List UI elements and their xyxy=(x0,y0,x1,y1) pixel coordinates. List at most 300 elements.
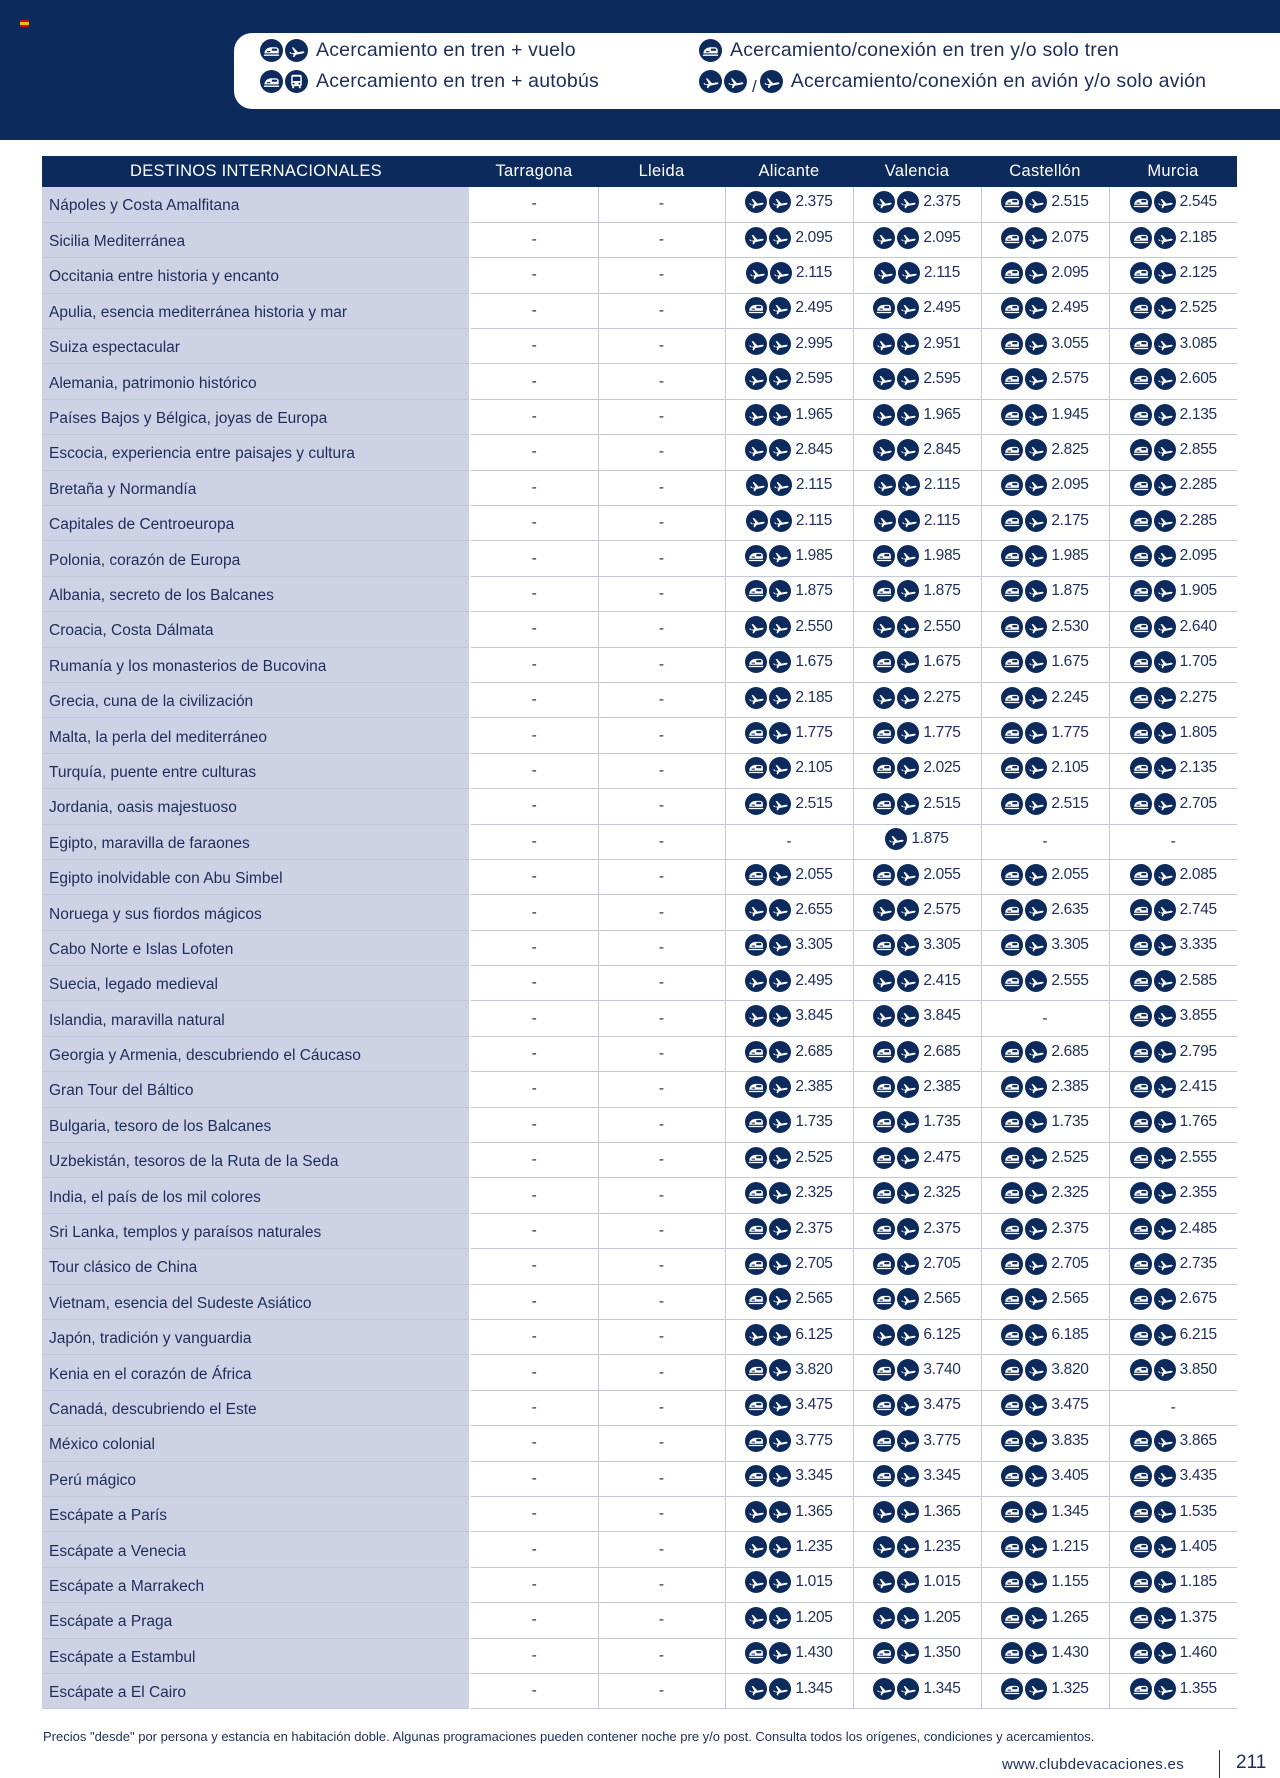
price-with-transport-icons xyxy=(874,474,960,496)
price-cell-tarragona: - xyxy=(470,718,598,753)
price-value: 2.515 xyxy=(1051,192,1089,210)
price-cell-lleida: - xyxy=(598,1426,725,1461)
price-cell-valencia xyxy=(853,1496,981,1531)
price-with-transport-icons xyxy=(745,1147,832,1169)
plane-icon xyxy=(769,404,791,426)
price-with-transport-icons xyxy=(873,333,960,355)
plane-icon xyxy=(1025,722,1047,744)
price-with-transport-icons xyxy=(1130,297,1217,319)
price-value: 2.705 xyxy=(1051,1254,1089,1272)
plane-icon xyxy=(745,1501,767,1523)
plane-icon xyxy=(769,1324,791,1346)
price-value: 1.185 xyxy=(1179,1573,1217,1591)
price-with-transport-icons xyxy=(1130,1465,1217,1487)
price-with-transport-icons xyxy=(746,262,832,284)
price-value: 1.015 xyxy=(923,1573,961,1591)
price-value: 2.995 xyxy=(795,334,833,352)
price-with-transport-icons xyxy=(874,510,960,532)
plane-icon xyxy=(769,439,791,461)
price-value: 2.095 xyxy=(1051,263,1089,281)
price-value: 1.365 xyxy=(923,1502,961,1520)
train-icon xyxy=(1001,757,1023,779)
price-cell-lleida: - xyxy=(598,435,725,470)
plane-icon xyxy=(897,545,919,567)
price-cell-alicante xyxy=(725,435,853,470)
price-with-transport-icons xyxy=(873,368,960,390)
price-cell-murcia xyxy=(1109,1461,1237,1496)
price-value: 2.705 xyxy=(795,1254,833,1272)
plane-icon xyxy=(1154,899,1176,921)
plane-icon xyxy=(897,1288,919,1310)
train-icon xyxy=(1130,191,1152,213)
price-value: 1.430 xyxy=(795,1644,833,1662)
price-value: 1.965 xyxy=(923,405,961,423)
price-cell-alicante xyxy=(725,399,853,434)
plane-icon xyxy=(897,1678,919,1700)
price-cell-alicante xyxy=(725,1426,853,1461)
price-cell-castellon: - xyxy=(981,1001,1109,1036)
price-with-transport-icons xyxy=(873,1288,960,1310)
plane-icon xyxy=(769,687,791,709)
price-cell-castellon xyxy=(981,258,1109,293)
price-cell-castellon xyxy=(981,859,1109,894)
price-with-transport-icons xyxy=(1130,899,1217,921)
price-value: 3.850 xyxy=(1179,1361,1217,1379)
price-cell-castellon xyxy=(981,576,1109,611)
plane-icon xyxy=(873,191,895,213)
price-cell-murcia xyxy=(1109,258,1237,293)
price-with-transport-icons xyxy=(1130,404,1217,426)
price-with-transport-icons xyxy=(745,1324,832,1346)
price-value: 2.055 xyxy=(1051,865,1089,883)
price-cell-lleida: - xyxy=(598,364,725,399)
plane-icon xyxy=(1025,1041,1047,1063)
price-value: 1.375 xyxy=(1179,1608,1217,1626)
destination-name: Países Bajos y Bélgica, joyas de Europa xyxy=(42,399,470,434)
plane-icon xyxy=(746,510,768,532)
table-row xyxy=(42,1638,1237,1673)
train-icon xyxy=(1001,793,1023,815)
footer-url[interactable]: www.clubdevacaciones.es xyxy=(1002,1756,1184,1773)
legend-item-train-only xyxy=(699,39,1119,62)
price-value: 2.685 xyxy=(795,1042,833,1060)
train-icon xyxy=(1001,1288,1023,1310)
table-row xyxy=(42,222,1237,257)
price-value: 2.115 xyxy=(923,263,961,281)
plane-icon xyxy=(897,1536,919,1558)
destination-name: Sri Lanka, templos y paraísos naturales xyxy=(42,1213,470,1248)
price-value: 2.125 xyxy=(1179,263,1217,281)
price-cell-alicante xyxy=(725,859,853,894)
price-value: 2.245 xyxy=(1051,688,1089,706)
table-row xyxy=(42,1001,1237,1036)
price-value: 2.275 xyxy=(923,688,961,706)
price-value: 3.835 xyxy=(1051,1431,1089,1449)
price-value: 2.595 xyxy=(923,370,961,388)
plane-icon xyxy=(1154,191,1176,213)
price-with-transport-icons xyxy=(1130,545,1217,567)
plane-icon xyxy=(1154,1253,1176,1275)
price-cell-castellon xyxy=(981,1355,1109,1390)
plane-icon xyxy=(1025,970,1047,992)
price-value: 2.705 xyxy=(923,1254,961,1272)
plane-icon xyxy=(745,970,767,992)
train-icon xyxy=(873,297,895,319)
price-with-transport-icons xyxy=(745,651,832,673)
price-value: 2.735 xyxy=(1179,1254,1217,1272)
price-cell-murcia: - xyxy=(1109,824,1237,859)
plane-icon xyxy=(897,651,919,673)
plane-icon xyxy=(769,1536,791,1558)
table-row xyxy=(42,966,1237,1001)
plane-icon xyxy=(1025,1359,1047,1381)
plane-icon xyxy=(1025,1111,1047,1133)
plane-icon xyxy=(897,1041,919,1063)
destination-name: Bulgaria, tesoro de los Balcanes xyxy=(42,1107,470,1142)
price-with-transport-icons xyxy=(873,227,960,249)
price-with-transport-icons xyxy=(873,1536,960,1558)
price-cell-murcia xyxy=(1109,1355,1237,1390)
price-cell-valencia xyxy=(853,1001,981,1036)
table-row xyxy=(42,753,1237,788)
plane-icon xyxy=(769,1430,791,1452)
price-value: 2.375 xyxy=(795,192,833,210)
plane-icon xyxy=(724,70,747,93)
price-with-transport-icons xyxy=(873,934,960,956)
price-value: 3.865 xyxy=(1179,1431,1217,1449)
table-row xyxy=(42,293,1237,328)
price-with-transport-icons xyxy=(1130,333,1217,355)
price-cell-alicante xyxy=(725,1390,853,1425)
price-cell-valencia xyxy=(853,753,981,788)
price-cell-alicante xyxy=(725,1638,853,1673)
price-cell-valencia xyxy=(853,612,981,647)
plane-icon xyxy=(1154,510,1176,532)
price-cell-murcia xyxy=(1109,506,1237,541)
legend-label: Acercamiento/conexión en avión y/o solo avión xyxy=(790,70,1207,92)
price-with-transport-icons xyxy=(873,1394,960,1416)
price-value: 2.495 xyxy=(1051,299,1089,317)
price-cell-tarragona: - xyxy=(470,647,598,682)
train-icon xyxy=(873,1147,895,1169)
plane-icon xyxy=(745,1571,767,1593)
plane-icon xyxy=(1025,934,1047,956)
plane-icon xyxy=(1154,262,1176,284)
plane-icon xyxy=(745,333,767,355)
price-cell-lleida: - xyxy=(598,647,725,682)
price-with-transport-icons xyxy=(1001,191,1088,213)
train-icon xyxy=(1001,510,1023,532)
price-cell-alicante xyxy=(725,1036,853,1071)
plane-icon xyxy=(873,687,895,709)
plane-icon xyxy=(1154,1147,1176,1169)
price-cell-tarragona: - xyxy=(470,1320,598,1355)
plane-icon xyxy=(897,1642,919,1664)
price-cell-valencia xyxy=(853,1603,981,1638)
price-with-transport-icons xyxy=(1001,1359,1088,1381)
price-value: 2.375 xyxy=(923,192,961,210)
price-value: 2.575 xyxy=(1051,370,1089,388)
plane-icon xyxy=(745,439,767,461)
train-icon xyxy=(1001,1111,1023,1133)
price-value: 2.025 xyxy=(923,759,961,777)
train-icon xyxy=(745,1218,767,1240)
price-with-transport-icons xyxy=(873,1041,960,1063)
train-icon xyxy=(1001,616,1023,638)
table-row xyxy=(42,824,1237,859)
price-with-transport-icons xyxy=(745,1359,832,1381)
price-value: 1.875 xyxy=(795,582,833,600)
destination-name: Occitania entre historia y encanto xyxy=(42,258,470,293)
plane-icon xyxy=(897,1501,919,1523)
price-with-transport-icons xyxy=(873,1005,960,1027)
price-value: 2.515 xyxy=(923,794,961,812)
price-cell-lleida: - xyxy=(598,859,725,894)
price-with-transport-icons xyxy=(1130,616,1217,638)
legend-label: Acercamiento en tren + autobús xyxy=(316,70,599,92)
train-icon xyxy=(1130,1571,1152,1593)
plane-icon xyxy=(769,545,791,567)
plane-icon xyxy=(1154,757,1176,779)
plane-icon xyxy=(1025,580,1047,602)
plane-icon xyxy=(1025,1253,1047,1275)
plane-icon xyxy=(770,510,792,532)
plane-icon xyxy=(873,1536,895,1558)
price-cell-murcia xyxy=(1109,1143,1237,1178)
plane-icon xyxy=(1025,191,1047,213)
price-value: 2.495 xyxy=(795,971,833,989)
price-value: 2.495 xyxy=(923,299,961,317)
price-value: 1.675 xyxy=(923,653,961,671)
price-value: 1.155 xyxy=(1051,1573,1089,1591)
plane-icon xyxy=(897,1111,919,1133)
plane-icon xyxy=(897,580,919,602)
plane-icon xyxy=(1154,1642,1176,1664)
price-with-transport-icons xyxy=(1130,1678,1217,1700)
price-with-transport-icons xyxy=(1001,934,1088,956)
price-value: 2.115 xyxy=(795,476,833,494)
price-value: 2.375 xyxy=(1051,1219,1089,1237)
price-with-transport-icons xyxy=(873,439,960,461)
price-cell-castellon xyxy=(981,1036,1109,1071)
price-cell-castellon xyxy=(981,1426,1109,1461)
price-with-transport-icons xyxy=(873,722,960,744)
train-icon xyxy=(1001,191,1023,213)
price-with-transport-icons xyxy=(873,1678,960,1700)
price-value: 2.515 xyxy=(795,794,833,812)
price-value: 2.550 xyxy=(795,617,833,635)
train-icon xyxy=(745,1076,767,1098)
price-value: 2.135 xyxy=(1179,405,1217,423)
train-icon xyxy=(873,722,895,744)
train-icon xyxy=(873,1288,895,1310)
price-cell-alicante xyxy=(725,293,853,328)
price-cell-castellon xyxy=(981,1532,1109,1567)
plane-icon xyxy=(897,227,919,249)
price-cell-castellon xyxy=(981,1461,1109,1496)
price-value: 2.525 xyxy=(1051,1148,1089,1166)
price-cell-valencia xyxy=(853,1567,981,1602)
plane-icon xyxy=(873,368,895,390)
header-tarragona: Tarragona xyxy=(470,156,598,187)
price-cell-lleida: - xyxy=(598,718,725,753)
plane-icon xyxy=(1025,227,1047,249)
destination-name: Escápate a París xyxy=(42,1496,470,1531)
plane-icon xyxy=(1154,439,1176,461)
train-icon xyxy=(873,1182,895,1204)
price-value: 2.325 xyxy=(923,1184,961,1202)
price-value: 2.555 xyxy=(1179,1148,1217,1166)
price-cell-tarragona: - xyxy=(470,258,598,293)
price-with-transport-icons xyxy=(1001,722,1088,744)
plane-icon xyxy=(897,1005,919,1027)
price-with-transport-icons xyxy=(1130,687,1217,709)
plane-icon xyxy=(1154,651,1176,673)
price-cell-alicante xyxy=(725,1249,853,1284)
price-with-transport-icons xyxy=(1130,864,1217,886)
train-icon xyxy=(745,793,767,815)
price-value: 2.115 xyxy=(923,511,961,529)
plane-icon xyxy=(873,404,895,426)
price-value: 2.825 xyxy=(1051,440,1089,458)
price-cell-valencia xyxy=(853,1249,981,1284)
price-with-transport-icons xyxy=(873,1218,960,1240)
price-value: 3.820 xyxy=(1051,1361,1089,1379)
price-cell-murcia xyxy=(1109,1072,1237,1107)
price-value: 1.875 xyxy=(911,830,949,848)
table-row xyxy=(42,682,1237,717)
price-value: 2.375 xyxy=(795,1219,833,1237)
plane-icon xyxy=(745,616,767,638)
price-cell-castellon xyxy=(981,1567,1109,1602)
price-value: 2.745 xyxy=(1179,901,1217,918)
price-with-transport-icons xyxy=(1130,1430,1217,1452)
price-value: 1.805 xyxy=(1179,724,1217,742)
train-icon xyxy=(699,39,722,62)
plane-icon xyxy=(1154,1111,1176,1133)
price-value: 2.105 xyxy=(795,759,833,777)
price-value: 3.405 xyxy=(1051,1467,1089,1485)
price-cell-tarragona: - xyxy=(470,1461,598,1496)
price-with-transport-icons xyxy=(745,934,832,956)
price-value: 2.115 xyxy=(795,263,833,281)
train-icon xyxy=(745,1253,767,1275)
price-with-transport-icons xyxy=(1001,1324,1088,1346)
price-cell-murcia xyxy=(1109,1320,1237,1355)
plane-icon xyxy=(769,333,791,355)
train-icon xyxy=(1001,1182,1023,1204)
destination-name: Escápate a Venecia xyxy=(42,1532,470,1567)
plane-icon xyxy=(699,70,722,93)
price-with-transport-icons xyxy=(1130,793,1217,815)
table-row xyxy=(42,1249,1237,1284)
plane-icon xyxy=(1025,1324,1047,1346)
price-value: 3.845 xyxy=(795,1007,833,1025)
price-cell-valencia xyxy=(853,859,981,894)
train-icon xyxy=(1130,899,1152,921)
table-row xyxy=(42,1284,1237,1319)
train-icon xyxy=(1001,297,1023,319)
price-with-transport-icons xyxy=(1130,368,1217,390)
table-row xyxy=(42,258,1237,293)
price-cell-castellon xyxy=(981,293,1109,328)
train-icon xyxy=(1130,1501,1152,1523)
plane-icon xyxy=(746,474,768,496)
price-value: 2.475 xyxy=(923,1148,961,1166)
price-cell-alicante xyxy=(725,187,853,222)
plane-icon xyxy=(897,1359,919,1381)
price-cell-valencia xyxy=(853,187,981,222)
price-cell-castellon xyxy=(981,718,1109,753)
price-cell-castellon xyxy=(981,753,1109,788)
price-cell-lleida: - xyxy=(598,1355,725,1390)
price-with-transport-icons xyxy=(1001,1182,1088,1204)
plane-icon xyxy=(745,404,767,426)
price-with-transport-icons xyxy=(1130,1005,1217,1027)
plane-icon xyxy=(897,1465,919,1487)
train-icon xyxy=(1130,368,1152,390)
plane-icon xyxy=(897,404,919,426)
price-value: 1.775 xyxy=(1051,724,1089,742)
price-value: 2.795 xyxy=(1179,1042,1217,1060)
table-row xyxy=(42,895,1237,930)
price-with-transport-icons xyxy=(1130,757,1217,779)
footnote: Precios "desde" por persona y estancia en habitación doble. Algunas programaciones pueden contener noche pre y/o post. Consulta todos los orígenes, condiciones y acercamientos. xyxy=(43,1729,1095,1744)
price-cell-castellon xyxy=(981,682,1109,717)
train-icon xyxy=(745,580,767,602)
table-row xyxy=(42,1567,1237,1602)
price-value: 1.985 xyxy=(795,547,833,565)
price-cell-lleida: - xyxy=(598,753,725,788)
price-with-transport-icons xyxy=(1001,1394,1088,1416)
price-with-transport-icons xyxy=(745,1430,832,1452)
price-cell-murcia xyxy=(1109,1603,1237,1638)
train-icon xyxy=(745,1182,767,1204)
price-cell-tarragona: - xyxy=(470,329,598,364)
train-icon xyxy=(1001,1218,1023,1240)
train-icon xyxy=(745,934,767,956)
destination-name: Kenia en el corazón de África xyxy=(42,1355,470,1390)
price-cell-murcia xyxy=(1109,930,1237,965)
plane-icon xyxy=(1154,864,1176,886)
price-cell-castellon xyxy=(981,612,1109,647)
plane-icon xyxy=(745,1536,767,1558)
price-cell-lleida: - xyxy=(598,576,725,611)
price-cell-murcia xyxy=(1109,718,1237,753)
train-icon xyxy=(873,1076,895,1098)
price-cell-lleida: - xyxy=(598,1036,725,1071)
plane-icon xyxy=(1154,934,1176,956)
price-cell-murcia xyxy=(1109,682,1237,717)
price-with-transport-icons xyxy=(1001,1253,1088,1275)
price-cell-alicante xyxy=(725,1001,853,1036)
price-with-transport-icons xyxy=(745,1076,832,1098)
header-alicante: Alicante xyxy=(725,156,853,187)
train-icon xyxy=(1130,1324,1152,1346)
destination-name: Nápoles y Costa Amalfitana xyxy=(42,187,470,222)
price-cell-murcia xyxy=(1109,1107,1237,1142)
plane-icon xyxy=(1025,1430,1047,1452)
plane-icon xyxy=(873,227,895,249)
price-cell-murcia xyxy=(1109,753,1237,788)
destination-name: Cabo Norte e Islas Lofoten xyxy=(42,930,470,965)
destination-name: Egipto, maravilla de faraones xyxy=(42,824,470,859)
train-icon xyxy=(1130,545,1152,567)
price-cell-tarragona: - xyxy=(470,364,598,399)
price-value: 2.705 xyxy=(1179,794,1217,812)
price-value: 2.115 xyxy=(923,476,961,494)
train-icon xyxy=(745,1147,767,1169)
